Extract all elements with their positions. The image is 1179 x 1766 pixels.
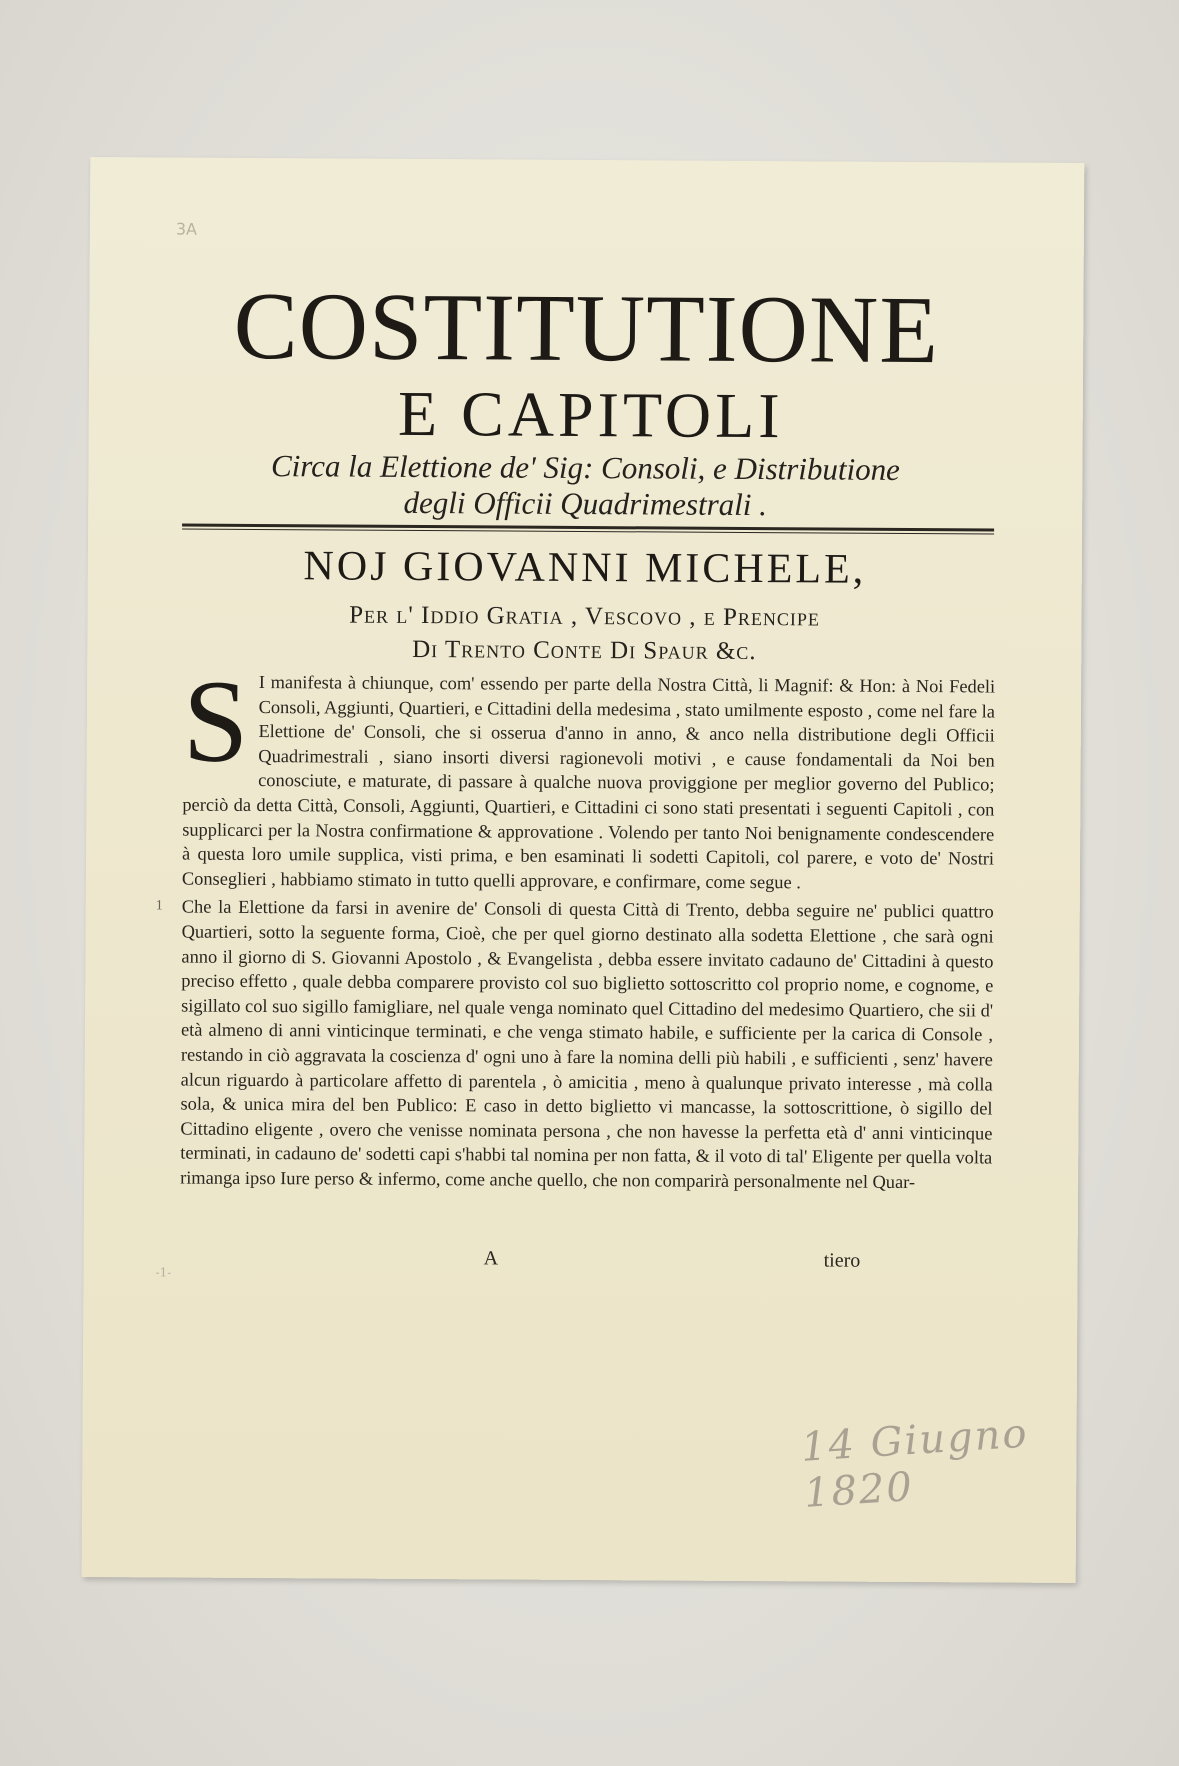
handwritten-date: 14 Giugno 1820 xyxy=(799,1410,1030,1517)
signature-mark: A xyxy=(483,1247,499,1270)
chapter-item-text: Che la Elettione da farsi in avenire de' Consoli di questa Città di Trento, debba seguire ne' publici quattro Quartieri, sotto la seguente forma, Cioè, che per quel giorno destinato alla sodetta Elettione , che sarà ogni anno il giorno di S. Giovanni Apostolo , & Evangelista , debba essere invitato cadauno de' Cittadini à questo preciso effetto , quale debba comparere provisto col suo biglietto sottoscritto col proprio nome, e cognome, e sigillato col suo sigillo famigliare, nel quale venga nominato quel Cittadino del medesimo Quartiero, che sii d' età almeno di anni vinticinque terminati, e che venga stimato habile, e sufficiente per la carica di Console , restando in ciò aggravata la coscienza d' ogni uno à fare la nomina delli più habili , e sufficienti , senz' havere alcun riguardo à particolare affetto di parentela , ò amicitia , meno à qualunque privato interesse , mà colla sola, & unica mira del ben Publico: E caso in detto biglietto vi mancasse, la sottoscrittione, ò sigillo del Cittadino eligente , overo che venisse nominata persona , che non havesse la perfetta età d' anni vinticinque terminati, in cadauno de' sodetti capi s'habbi tal nomina per non fatta, & il voto di tal' Eligente per quella volta rimanga ipso Iure perso & infermo, come anche quello, che non comparirà personalmente nel Quar- xyxy=(180,896,994,1192)
drop-cap: S xyxy=(182,655,249,787)
chapter-item xyxy=(155,891,994,1195)
document-sheet xyxy=(82,157,1085,1583)
intro-text: I manifesta à chiunque, com' essendo per parte della Nostra Città, li Magnif: & Hon: à Noi Fedeli Consoli, Aggiunti, Quartieri, e Cittadini della medesima , stato umilmente esposto , come nel fare la Elettione de' Consoli, che si osserua d'anno in anno, & anco nella distributione degli Officii Quadrimestrali , siano insorti diversi ragionevoli motivi , e cause fondamentali da Noi ben conosciute, e maturate, di passare à qualche nuova proviggione per meglior governo del Publico; perciò da detta Città, Consoli, Aggiunti, Quartieri, e Cittadini ci sono stati presentati i seguenti Capitoli , con supplicarci per la Nostra confirmatione & approvatione . Volendo per tanto Noi benignamente condescendere à questa loro umile supplica, visti prima, e ben esaminati li sodetti Capitoli, col parere, e voto de' Nostri Conseglieri , habbiamo stimato in tutto quelli approvare, e confirmare, come segue . xyxy=(181,672,996,893)
issuer-titles-line-2: Di Trento Conte Di Spaur &c. xyxy=(412,635,757,666)
intro-paragraph xyxy=(181,655,996,896)
document-body xyxy=(155,655,996,1195)
description-line-2: degli Officii Quadrimestrali . xyxy=(403,484,768,523)
page-footer xyxy=(84,1245,1078,1272)
chapter-item-number: 1 xyxy=(155,898,163,914)
issuer-titles-line-1: Per l' Iddio Gratia , Vescovo , e Prencipe xyxy=(349,601,821,632)
document-description xyxy=(88,447,1082,525)
description-line-1: Circa la Elettione de' Sig: Consoli, e Distributione xyxy=(270,448,900,487)
document-subtitle: E CAPITOLI xyxy=(397,377,784,452)
catchword: tiero xyxy=(823,1249,861,1272)
document-title: COSTITUTIONE xyxy=(233,271,940,384)
margin-mark: -1- xyxy=(155,1265,172,1280)
pencil-archive-mark: 3A xyxy=(175,219,198,239)
issuer-name: NOJ GIOVANNI MICHELE, xyxy=(303,543,867,593)
